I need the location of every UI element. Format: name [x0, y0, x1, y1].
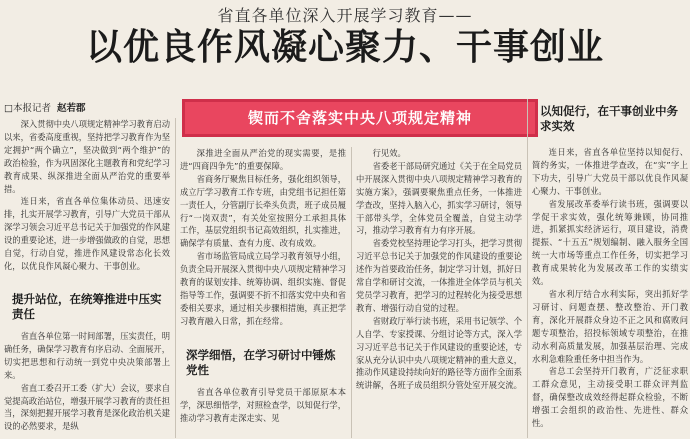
byline-author: 赵若郡: [57, 103, 86, 114]
byline-mark: □: [4, 103, 13, 114]
paragraph: 省委老干部局研究通过《关于在全局党员中开展深入贯彻中央八项规定精神学习教育的实施方案》，强调要聚焦重点任务，一体推进学查改，坚持入脑入心，抓实学习研讨，领导干部带头学，全体党员全覆盖，自觉主动学习，推动学习教育有力有序开展。: [356, 160, 522, 236]
banner: [182, 99, 538, 137]
paragraph: 深推进全面从严治党的现实需要，是推进“四商四争先”的重要保障。: [180, 148, 346, 171]
column-1-bottom: [4, 330, 170, 438]
headline: 以优良作风凝心聚力、干事创业: [85, 27, 604, 68]
paragraph: 省直各单位教育引导党员干部原原本本学，深思细悟学，对照检查学，以知促行学，推动学习教育走深走实、见: [180, 387, 346, 423]
column-divider: [351, 147, 352, 438]
paragraph: 省发展改革委举行读书班，强调要以学促干求实效，强化统筹兼顾，协同推进，抓紧抓实经济运行，项目建设，消费提振、“十五五”规划编制、融入服务全国统一大市场等重点工作任务，切实把学习教育成果转化为发展改革工作的实绩实效。: [532, 198, 688, 287]
column-divider: [527, 99, 528, 438]
paragraph: 省委党校坚持理论学习打头，把学习贯彻习近平总书记关于加强党的作风建设的重要论述作为首要政治任务，制定学习计划，抓好日常自学和研讨交流，一体推进全体学员与机关党员学习教育，把学习的过程转化为接受思想教育、增强行动自觉的过程。: [356, 238, 522, 313]
paragraph: 省市场监管局成立局学习教育领导小组，负责全局开展深入贯彻中央八项规定精神学习教育的谋划安排、统筹协调、组织实施、督促指导等工作，强调要不折不扣落实党中央和省委相关要求，通过相关步骤相措施，真正把学习教育融入日常，抓在经常。: [180, 251, 346, 326]
column-1-subhead: 提升站位，在统筹推进中压实责任: [12, 292, 162, 321]
paragraph: 行见效。: [372, 148, 406, 158]
column-4-subhead: 以知促行，在干事创业中务求实效: [540, 104, 678, 133]
column-1-top: [4, 118, 170, 284]
byline: [4, 100, 86, 114]
paragraph: 省财政厅举行读书班，采用书记领学、个人自学、专家授课、分组讨论等方式，深入学习习近平总书记关于作风建设的重要论述，专家从充分认识中央八项规定精神的重大意义，推动作风建设持续向好的路径等方面作全面系统讲解，各班子成员组织分管处室开展交流。: [356, 315, 522, 391]
paragraph: 省直工委召开工委（扩大）会议，要求自觉提高政治站位，增强开展学习教育的责任担当，深刻把握开展学习教育是深化政治机关建设的必然要求，是纵: [4, 382, 170, 432]
kicker: 省直各单位深入开展学习教育——: [217, 6, 473, 25]
column-3: [356, 147, 522, 438]
paragraph: 省商务厅聚焦目标任务，强化组织领导，成立厅学习教育工作专班，由党组书记担任第一责任人，分管副厅长牵头负责，班子成员履行“一岗双责”，有关处室按照分工承担具体工作，基层党组织书记高效组织，扎实推进，确保学有质量、查有力度、改有成效。: [180, 173, 346, 249]
paragraph: 省水利厅结合水利实际，突出抓好学习研讨、问题查摆、整改整治、开门教育，深化开展群众身边不正之风和腐败问题专项整治，招投标领域专项整治，在推动水利高质量发展，加强基层治理、完成水利急难险重任务中担当作为。: [532, 288, 688, 364]
paragraph: 省总工会坚持开门教育，广泛征求职工群众意见，主动接受职工群众评判监督，确保整改成效经得起群众检验，不断增强工会组织的政治性、先进性、群众性。: [532, 366, 688, 429]
column-2-subhead: 深学细悟，在学习研讨中锤炼党性: [186, 348, 336, 377]
column-2-top: [180, 147, 346, 334]
banner-text: 锲而不舍落实中央八项规定精神: [247, 109, 472, 127]
paragraph: 连日来，省直各单位集体动员、迅速安排，扎实开展学习教育，引导广大党员干部从深学习领会习近平总书记关于加强党的作风建设的重要论述，进一步增强做政的自觉，思想自觉，行动自觉，推进作风建设常态化长效化，以优良作风凝心聚力、干事创业。: [4, 196, 170, 271]
paragraph: 连日来，省直各单位坚持以知促行、简约务实，一体推进学查改，在“实”字上下功夫，引导广大党员干部以优良作风凝心聚力、干事创业。: [532, 147, 688, 196]
column-4: [532, 146, 688, 438]
byline-label: 本报记者: [12, 103, 51, 114]
paragraph: 省直各单位第一时间部署，压实责任，明确任务，确保学习教育有序启动、全面展开，切实把思想和行动统一到党中央决策部署上来。: [4, 331, 170, 380]
column-divider: [175, 118, 176, 438]
paragraph: 深入贯彻中央八项规定精神学习教育启动以来，省委高度重视，坚持把学习教育作为坚定拥护“两个确立”，坚决做到“两个维护”的政治检验，作为巩固深化主题教育和党纪学习教育成果、纵深推进全面从严治党的重要举措。: [4, 119, 170, 194]
column-2-bottom: [180, 386, 346, 438]
